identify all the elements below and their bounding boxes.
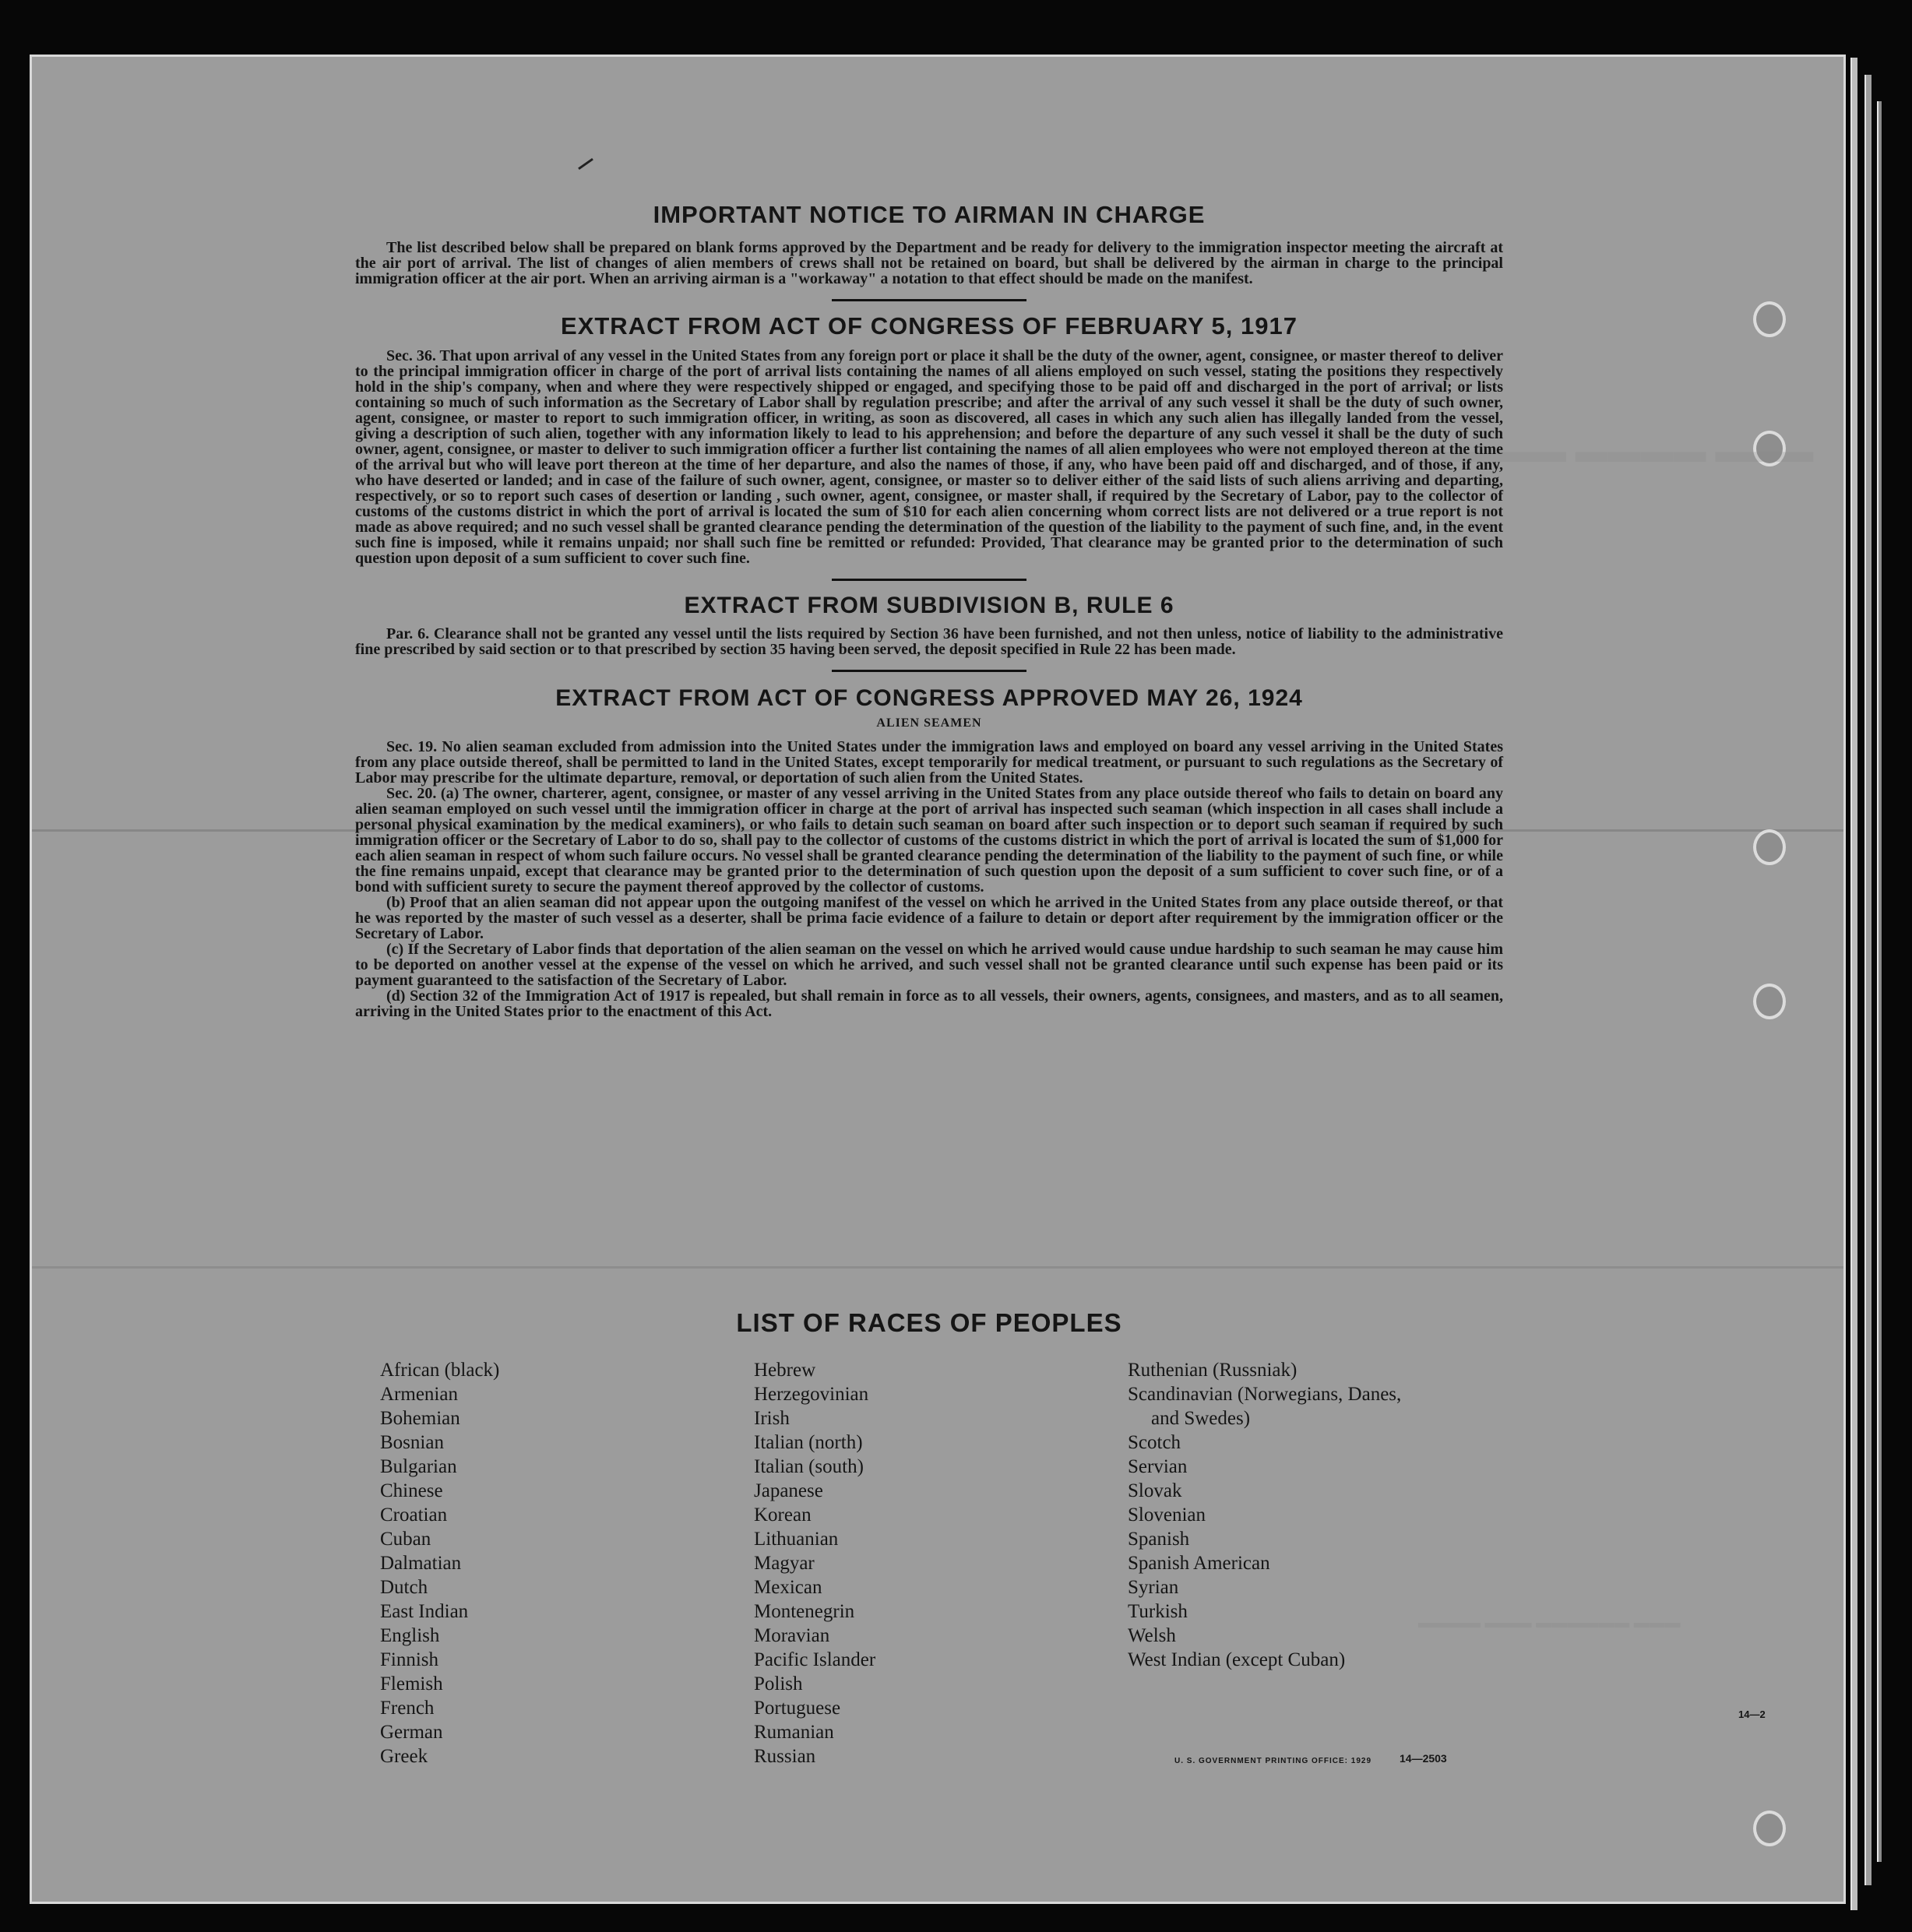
race-list-item: Hebrew	[754, 1360, 816, 1381]
fold-line	[32, 1266, 1843, 1269]
race-list-item: African (black)	[380, 1360, 500, 1381]
race-list-item: Flemish	[380, 1673, 443, 1694]
form-number: 14—2503	[1400, 1752, 1447, 1765]
act-1924-section-20d: (d) Section 32 of the Immigration Act of 1917 is repealed, but shall remain in force as to all vessels, their owners, agents, consignees, and masters, and as to all seamen, arriving in the United States prior to the enactment of this Act.	[355, 987, 1503, 1020]
act-1917-title: EXTRACT FROM ACT OF CONGRESS OF FEBRUARY 5, 1917	[561, 312, 1298, 340]
race-list-item: Spanish American	[1128, 1553, 1270, 1574]
race-list-item: Scotch	[1128, 1432, 1181, 1453]
races-column-1	[380, 1358, 499, 1768]
act-1924-title: EXTRACT FROM ACT OF CONGRESS APPROVED MAY 26, 1924	[555, 685, 1303, 711]
bleed-through-text: ▬▬▬ ▬▬▬▬▬▬ ▬▬▬ ▬▬▬▬	[1418, 1614, 1681, 1631]
rule-6-paragraph: Par. 6. Clearance shall not be granted any vessel until the lists required by Section 36 have been furnished, and not then unless, notice of liability to the administrative fine prescribed by said section or to that prescribed by section 35 having been served, the deposit specified in Rule 22 has been made.	[355, 625, 1503, 658]
act-1924-subtitle: ALIEN SEAMEN	[876, 716, 982, 730]
act-1917-section-36: Sec. 36. That upon arrival of any vessel in the United States from any foreign port or place it shall be the duty of the owner, agent, consignee, or master thereof to deliver to the principal immigration officer in charge of the port of arrival lists containing the names of all aliens employed on such vessel, stating the positions they respectively hold in the ship's company, when and where they were respectively shipped or engaged, and specifying those to be paid off and discharged in the port of arrival; or lists containing so much of such information as the Secretary of Labor shall by regulation prescribe; and after the arrival of any such vessel it shall be the duty of such owner, agent, consignee, or master to report to such immigration officer, in writing, as soon as discovered, all cases in which any such alien has illegally landed from the vessel, giving a description of such alien, together with any information likely to lead to his apprehension; and before the departure of any such vessel it shall be the duty of such owner, agent, consignee, or master to deliver to such immigration officer a further list containing the names of all alien employees who were not employed thereon at the time of the arrival but who will leave port thereon at the time of her departure, and also the names of those, if any, who have been paid off and discharged, and of those, if any, who have deserted or landed; and in case of the failure of such owner, agent, consignee, or master so to deliver either of the said lists of such aliens arriving and departing, respectively, or so to report such cases of desertion or landing , such owner, agent, consignee, or master shall, if required by the Secretary of Labor, pay to the collector of customs of the customs district in which the port of arrival is located the sum of $10 for each alien concerning whom correct lists are not delivered or a true report is not made as above required; and no such vessel shall be granted clearance pending the determination of the question of the liability to the payment of such fine, and, in the event such fine is imposed, while it remains unpaid; nor shall such fine be remitted or refunded: Provided, That clearance may be granted prior to the determination of such question upon deposit of a sum sufficient to cover such fine.	[355, 347, 1503, 567]
race-list-item: Croatian	[380, 1504, 448, 1526]
punch-hole-icon	[1753, 829, 1786, 865]
race-list-item: and Swedes)	[1151, 1408, 1251, 1429]
race-list-item: Herzegovinian	[754, 1384, 869, 1405]
race-list-item: Turkish	[1128, 1601, 1188, 1622]
race-list-item: Finnish	[380, 1649, 439, 1670]
race-list-item: Cuban	[380, 1529, 431, 1550]
notice-title: IMPORTANT NOTICE TO AIRMAN IN CHARGE	[653, 201, 1206, 228]
race-list-item: Armenian	[380, 1384, 458, 1405]
race-list-item: Magyar	[754, 1553, 815, 1574]
punch-hole-icon	[1753, 301, 1786, 337]
race-list-item: Dalmatian	[380, 1553, 462, 1574]
act-1924-section-20a: Sec. 20. (a) The owner, charterer, agent, consignee, or master of any vessel arriving in the United States from any place outside thereof who fails to detain on board any alien seaman employed on such vessel until the immigration officer in charge at the port of arrival has inspected such seaman (which inspection in all cases shall include a personal physical examination by the medical examiners), or who fails to detain such seaman on board after such inspection or to deport such seaman if required by such immigration officer or the Secretary of Labor to do so, shall pay to the collector of customs of the customs district in which the port of arrival is located the sum of $1,000 for each alien seaman in respect of whom such failure occurs. No vessel shall be granted clearance pending the determination of the liability to the payment of such fine, or while the fine remains unpaid, except that clearance may be granted prior to the determination of such question upon the deposit of a sum sufficient to cover such fine, or of a bond with sufficient surety to secure the payment thereof approved by the collector of customs.	[355, 785, 1503, 896]
printer-imprint: U. S. GOVERNMENT PRINTING OFFICE: 1929	[1174, 1757, 1372, 1765]
side-form-number: 14—2	[1738, 1709, 1766, 1720]
race-list-item: Polish	[754, 1673, 803, 1694]
bleed-through-text: ▬▬▬ ▬▬▬▬ ▬▬▬▬▬	[1403, 432, 1814, 469]
race-list-item: Syrian	[1128, 1577, 1179, 1598]
race-list-item: Korean	[754, 1504, 812, 1526]
race-list-item: Lithuanian	[754, 1529, 839, 1550]
race-list-item: Montenegrin	[754, 1601, 855, 1622]
race-list-item: Italian (south)	[754, 1456, 864, 1477]
page-edge-right-3	[1877, 101, 1882, 1862]
race-list-item: Dutch	[380, 1577, 428, 1598]
act-1924-section-19: Sec. 19. No alien seaman excluded from admission into the United States under the immigration laws and employed on board any vessel arriving in the United States from any place outside thereof, shall be permitted to land in the United States, except temporarily for medical treatment, or pursuant to such regulations as the Secretary of Labor may prescribe for the ultimate departure, removal, or deportation of such alien from the United States.	[355, 738, 1503, 787]
races-column-2	[754, 1358, 875, 1768]
race-list-item: East Indian	[380, 1601, 469, 1622]
race-list-item: Russian	[754, 1746, 816, 1767]
race-list-item: Chinese	[380, 1480, 443, 1501]
race-list-item: Bohemian	[380, 1408, 460, 1429]
race-list-item: Bulgarian	[380, 1456, 457, 1477]
race-list-item: Japanese	[754, 1480, 823, 1501]
race-list-item: Slovak	[1128, 1480, 1182, 1501]
race-list-item: Servian	[1128, 1456, 1188, 1477]
page-edge-right	[1850, 58, 1857, 1910]
race-list-item: Bosnian	[380, 1432, 444, 1453]
race-list-item: Ruthenian (Russniak)	[1128, 1360, 1298, 1381]
act-1924-section-20c: (c) If the Secretary of Labor finds that deportation of the alien seaman on the vessel on which he arrived would cause undue hardship to such seaman he may cause him to be deported on another vessel at the expense of the vessel on which he arrived, and such vessel shall not be granted clearance until such expense has been paid or its payment guaranteed to the satisfaction of the Secretary of Labor.	[355, 941, 1503, 989]
race-list-item: Irish	[754, 1408, 790, 1429]
punch-hole-icon	[1753, 1811, 1786, 1846]
section-divider	[832, 670, 1026, 672]
act-1924-section-20b: (b) Proof that an alien seaman did not appear upon the outgoing manifest of the vessel on which he arrived in the United States from any place outside thereof, or that he was reported by the master of such vessel as a deserter, shall be prima facie evidence of a failure to detain or deport after requirement by the immigration officer or the Secretary of Labor.	[355, 894, 1503, 942]
race-list-item: German	[380, 1722, 443, 1743]
race-list-item: West Indian (except Cuban)	[1128, 1649, 1346, 1670]
races-title: LIST OF RACES OF PEOPLES	[736, 1308, 1122, 1337]
race-list-item: Rumanian	[754, 1722, 834, 1743]
section-divider	[832, 299, 1026, 301]
race-list-item: Pacific Islander	[754, 1649, 876, 1670]
race-list-item: French	[380, 1698, 435, 1719]
page-edge-right-2	[1864, 75, 1872, 1885]
race-list-item: Mexican	[754, 1577, 822, 1598]
race-list-item: English	[380, 1625, 440, 1646]
race-list-item: Scandinavian (Norwegians, Danes,	[1128, 1384, 1402, 1405]
race-list-item: Spanish	[1128, 1529, 1190, 1550]
race-list-item: Greek	[380, 1746, 428, 1767]
race-list-item: Welsh	[1128, 1625, 1176, 1646]
rule-6-title: EXTRACT FROM SUBDIVISION B, RULE 6	[684, 593, 1174, 618]
document-body	[355, 201, 1503, 1020]
race-list-item: Slovenian	[1128, 1504, 1206, 1526]
races-column-3	[1128, 1358, 1401, 1672]
section-divider	[832, 579, 1026, 581]
pen-mark	[578, 158, 593, 170]
race-list-item: Italian (north)	[754, 1432, 863, 1453]
notice-paragraph: The list described below shall be prepared on blank forms approved by the Department and be ready for delivery to the immigration inspector meeting the aircraft at the air port of arrival. The list of changes of alien members of crews shall not be retained on board, but shall be delivered by the airman in charge to the principal immigration officer at the air port. When an arriving airman is a "workaway" a notation to that effect should be made on the manifest.	[355, 239, 1503, 287]
race-list-item: Moravian	[754, 1625, 830, 1646]
punch-hole-icon	[1753, 984, 1786, 1019]
race-list-item: Portuguese	[754, 1698, 841, 1719]
